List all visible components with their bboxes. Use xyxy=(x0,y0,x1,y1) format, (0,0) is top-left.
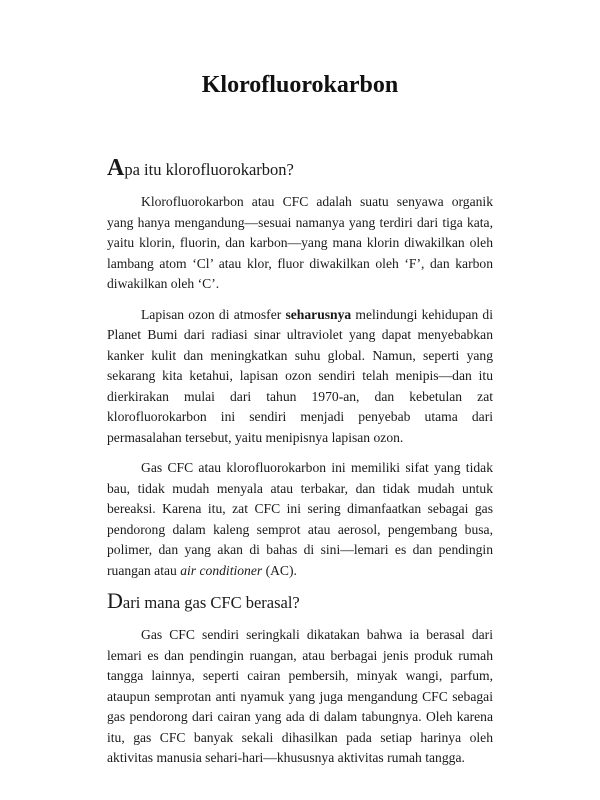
section-heading-cfc-origin xyxy=(107,588,493,613)
paragraph-origin: Gas CFC sendiri seringkali dikatakan bahwa ia berasal dari lemari es dan pendingin ruangan, atau berbagai jenis produk rumah tangga lainnya, seperti cairan pembersih, minyak wangi, parfum, ataupun semprotan anti nyamuk yang juga mengandung CFC sebagai gas pendorong dari cairan yang ada di dalam tabungnya. Oleh karena itu, gas CFC banyak sekali dihasilkan pada setiap harinya oleh aktivitas manusia sehari-hari—khususnya aktivitas rumah tangga. xyxy=(107,627,493,765)
section-heading-what-is-cfc xyxy=(107,155,493,181)
paragraph-text: melindungi kehidupan di Planet Bumi dari radiasi sinar ultraviolet yang dapat menyebabkan kanker kulit dan meningkatkan suhu global. Namun, seperti yang sekarang kita ketahui, lapisan ozon sendiri telah menipis—dan itu dierkirakan mulai dari tahun 1970-an, dan kebetulan zat klorofluorokarbon ini sendiri menjadi penyebab utama dari permasalahan tersebut, yaitu menipisnya lapisan ozon. xyxy=(107,306,493,445)
paragraph-text: Lapisan ozon di atmosfer xyxy=(141,306,286,322)
italic-term: air conditioner xyxy=(180,562,263,578)
paragraph-properties xyxy=(107,458,493,581)
heading-text: ari mana gas CFC berasal? xyxy=(122,593,300,612)
paragraph-ozone-layer xyxy=(107,305,493,449)
paragraph-definition: Klorofluorokarbon atau CFC adalah suatu senyawa organik yang hanya mengandung—sesuai namanya yang terdiri dari tiga kata, yaitu klorin, fluorin, dan karbon—yang mana klorin diwakilkan oleh lambang atom ‘Cl’ atau klor, fluor diwakilkan oleh ‘F’, dan karbon diwakilkan oleh ‘C’. xyxy=(107,194,493,291)
document-title: Klorofluorokarbon xyxy=(201,72,399,98)
heading-drop-initial: A xyxy=(107,155,125,181)
heading-drop-initial: D xyxy=(107,588,123,613)
heading-text: pa itu klorofluorokarbon? xyxy=(124,160,294,179)
document-body xyxy=(107,155,493,779)
paragraph-text: (AC). xyxy=(262,562,297,578)
bold-emphasis: seharusnya xyxy=(285,306,352,322)
paragraph-text: Gas CFC atau klorofluorokarbon ini memiliki sifat yang tidak bau, tidak mudah menyala atau terbakar, dan tidak mudah untuk bereaksi. Karena itu, zat CFC ini sering dimanfaatkan sebagai gas pendorong dalam kaleng semprot atau aerosol, pengembang busa, polimer, dan yang akan di bahas di sini—lemari es dan pendingin ruangan atau xyxy=(107,460,493,578)
